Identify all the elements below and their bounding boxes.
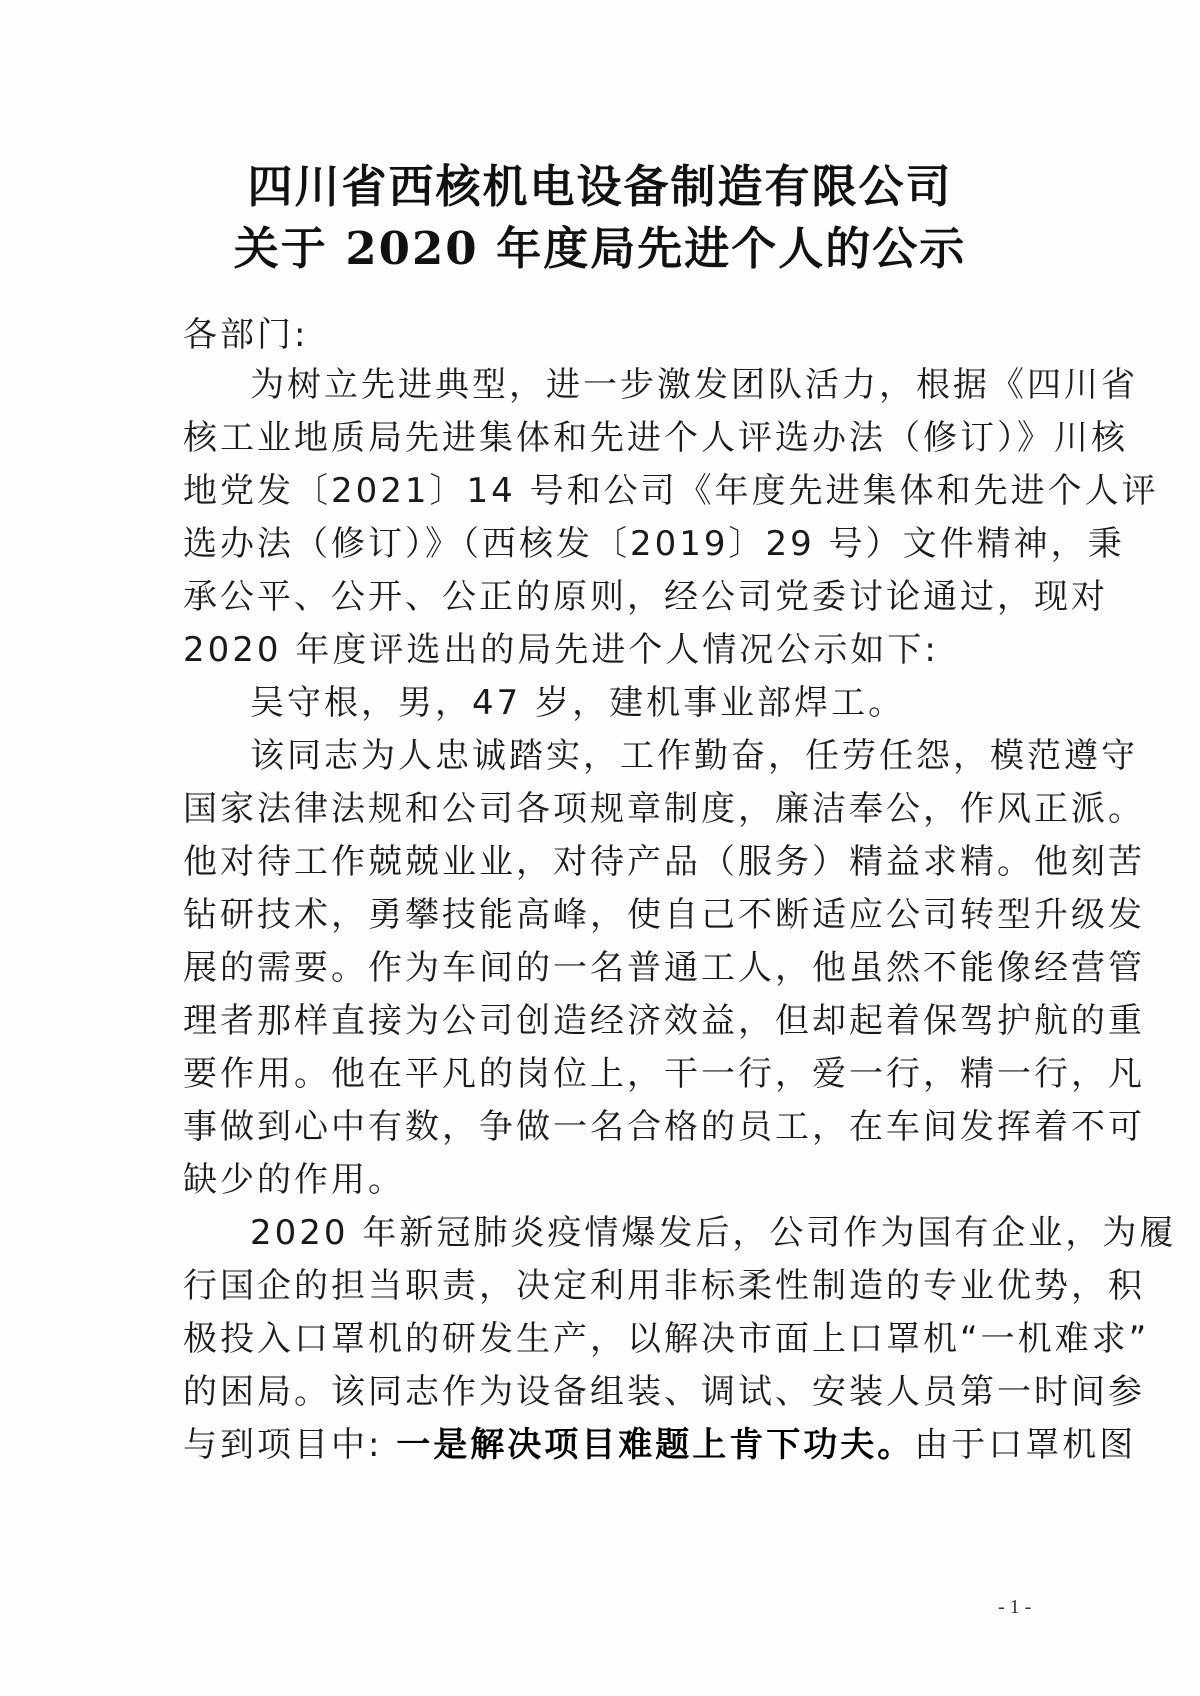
body-line: 为树立先进典型，进一步激发团队活力，根据《四川省 <box>250 365 1138 405</box>
body-line: 核工业地质局先进集体和先进个人评选办法（修订）》川核 <box>183 418 1128 458</box>
salutation: 各部门: <box>183 315 309 355</box>
last-line-start: 与到项目中: <box>183 1425 397 1465</box>
body-line-last <box>183 1425 1137 1465</box>
document-title-line-1: 四川省西核机电设备制造有限公司 <box>247 160 953 213</box>
last-line-end: 由于口罩机图 <box>914 1425 1137 1465</box>
body-line: 国家法律法规和公司各项规章制度，廉洁奉公，作风正派。 <box>183 789 1145 829</box>
body-line: 展的需要。作为车间的一名普通工人，他虽然不能像经营管 <box>183 948 1145 988</box>
body-line: 的困局。该同志作为设备组装、调试、安装人员第一时间参 <box>183 1372 1145 1412</box>
body-line: 行国企的担当职责，决定利用非标柔性制造的专业优势，积 <box>183 1266 1145 1306</box>
body-line: 地党发〔2021〕14 号和公司《年度先进集体和先进个人评 <box>183 471 1159 511</box>
body-line: 选办法（修订）》（西核发〔2019〕29 号）文件精神，秉 <box>183 524 1125 564</box>
body-line: 他对待工作兢兢业业，对待产品（服务）精益求精。他刻苦 <box>183 842 1145 882</box>
body-line: 极投入口罩机的研发生产，以解决市面上口罩机“一机难求” <box>183 1319 1150 1359</box>
body-line: 2020 年新冠肺炎疫情爆发后，公司作为国有企业，为履 <box>250 1213 1177 1253</box>
body-line: 缺少的作用。 <box>183 1160 405 1200</box>
body-line: 吴守根，男，47 岁，建机事业部焊工。 <box>250 683 906 723</box>
last-line-bold-emphasis: 一是解决项目难题上肯下功夫。 <box>396 1425 915 1465</box>
body-line: 2020 年度评选出的局先进个人情况公示如下: <box>183 630 939 670</box>
body-line: 承公平、公开、公正的原则，经公司党委讨论通过，现对 <box>183 577 1108 617</box>
body-line: 该同志为人忠诚踏实，工作勤奋，任劳任怨，模范遵守 <box>250 736 1138 776</box>
body-line: 理者那样直接为公司创造经济效益，但却起着保驾护航的重 <box>183 1001 1145 1041</box>
document-title-line-2: 关于 2020 年度局先进个人的公示 <box>233 222 967 275</box>
body-line: 事做到心中有数，争做一名合格的员工，在车间发挥着不可 <box>183 1107 1145 1147</box>
body-line: 要作用。他在平凡的岗位上，干一行，爱一行，精一行，凡 <box>183 1054 1145 1094</box>
body-line: 钻研技术，勇攀技能高峰，使自己不断适应公司转型升级发 <box>183 895 1145 935</box>
page-number: - 1 - <box>998 1596 1032 1618</box>
